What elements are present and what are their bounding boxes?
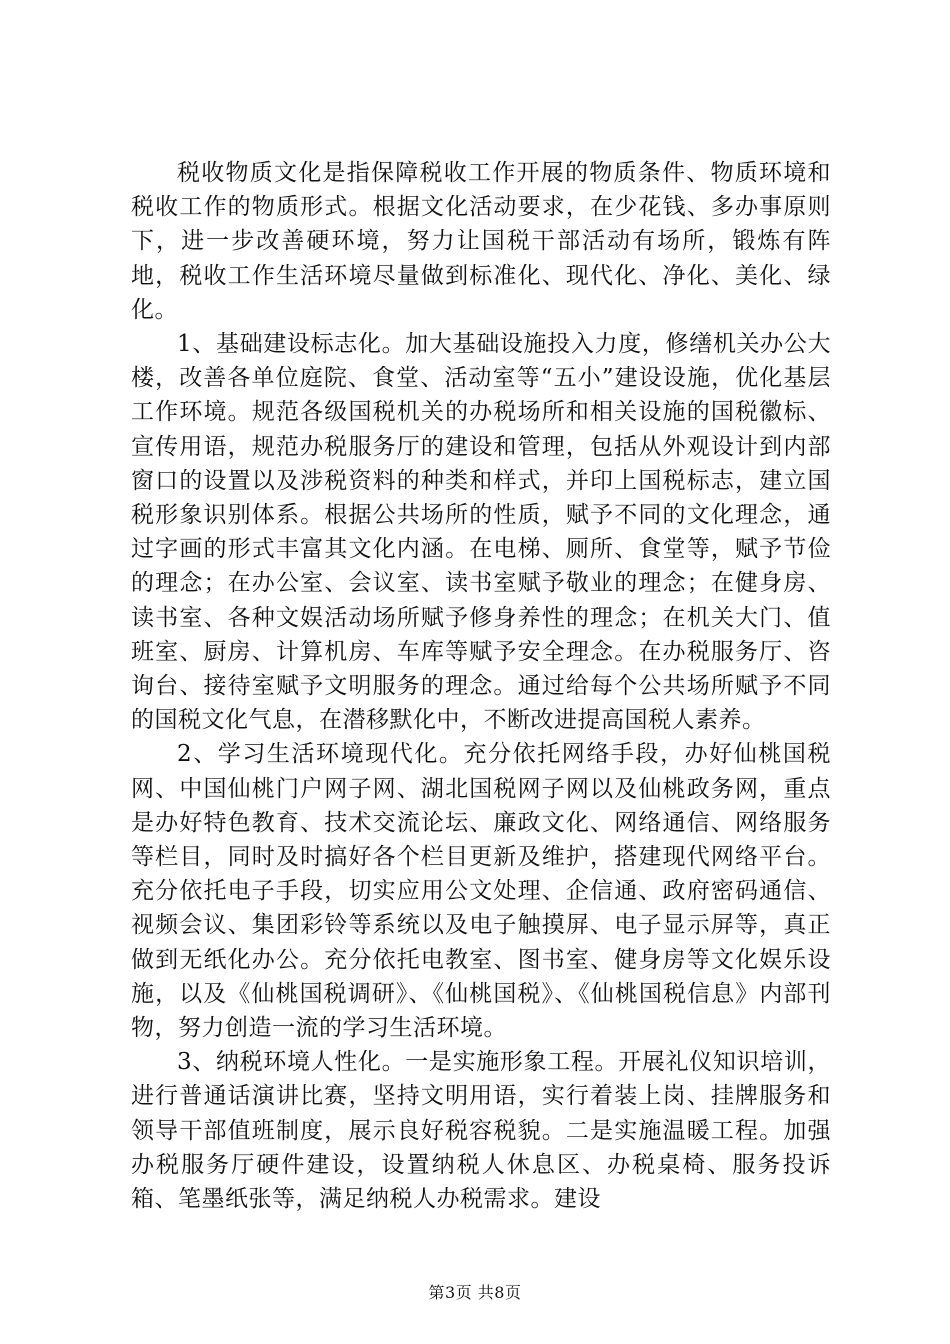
paragraph-section-3: 3、纳税环境人性化。一是实施形象工程。开展礼仪知识培训，进行普通话演讲比赛，坚持文明用语，实行着装上岗、挂牌服务和领导干部值班制度，展示良好税容税貌。二是实施温暖工程。加强办税服务厅硬件建设，设置纳税人休息区、办税桌椅、服务投诉箱、笔墨纸张等，满足纳税人办税需求。建设 [131, 1049, 831, 1213]
paragraph-section-1: 1、基础建设标志化。加大基础设施投入力度，修缮机关办公大楼，改善各单位庭院、食堂、活动室等“五小”建设设施，优化基层工作环境。规范各级国税机关的办税场所和相关设施的国税徽标、宣传用语，规范办税服务厅的建设和管理，包括从外观设计到内部窗口的设置以及涉税资料的种类和样式，并印上国税标志，建立国税形象识别体系。根据公共场所的性质，赋予不同的文化理念，通过字画的形式丰富其文化内涵。在电梯、厕所、食堂等，赋予节俭的理念；在办公室、会议室、读书室赋予敬业的理念；在健身房、读书室、各种文娱活动场所赋予修身养性的理念；在机关大门、值班室、厨房、计算机房、车库等赋予安全理念。在办税服务厅、咨询台、接待室赋予文明服务的理念。通过给每个公共场所赋予不同的国税文化气息，在潜移默化中，不断改进提高国税人素养。 [131, 331, 831, 734]
page-number-footer: 第3页 共8页 [428, 1283, 522, 1302]
paragraph-intro: 税收物质文化是指保障税收工作开展的物质条件、物质环境和税收工作的物质形式。根据文化活动要求，在少花钱、多办事原则下，进一步改善硬环境，努力让国税干部活动有场所，锻炼有阵地，税收工作生活环境尽量做到标准化、现代化、净化、美化、绿化。 [131, 160, 831, 323]
document-body [131, 156, 831, 1216]
paragraph-section-2: 2、学习生活环境现代化。充分依托网络手段，办好仙桃国税网、中国仙桃门户网子网、湖北国税网子网以及仙桃政务网，重点是办好特色教育、技术交流论坛、廉政文化、网络通信、网络服务等栏目，同时及时搞好各个栏目更新及维护，搭建现代网络平台。充分依托电子手段，切实应用公文处理、企信通、政府密码通信、视频会议、集团彩铃等系统以及电子触摸屏、电子显示屏等，真正做到无纸化办公。充分依托电教室、图书室、健身房等文化娱乐设施，以及《仙桃国税调研》、《仙桃国税》、《仙桃国税信息》内部刊物，努力创造一流的学习生活环境。 [131, 741, 831, 1042]
